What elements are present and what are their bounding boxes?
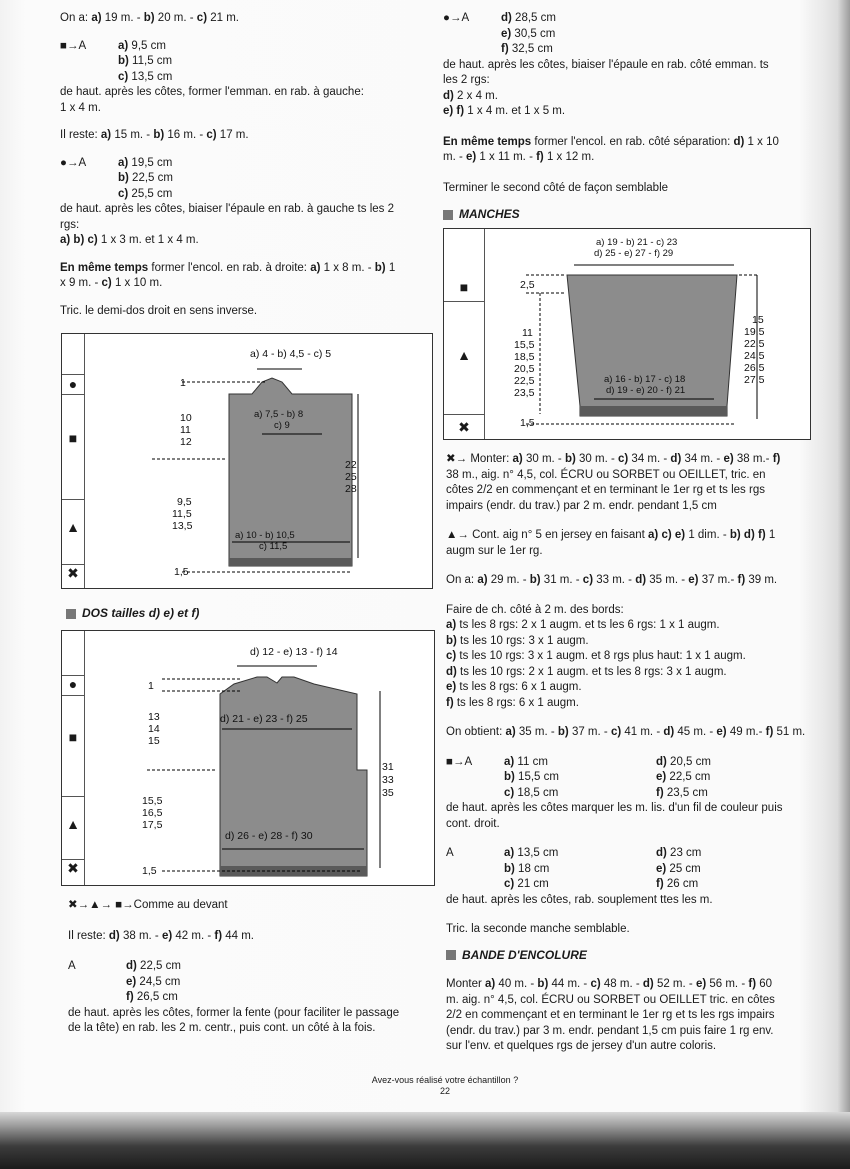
dos-heading-block (66, 606, 426, 622)
right-shoulder-block: ●→A d) 28,5 cm e) 30,5 cm f) 32,5 cm (443, 11, 813, 58)
il-reste-line-2: Il reste: d) 38 m. - e) 42 m. - f) 44 m. (68, 929, 255, 942)
diagram-sleeve (443, 228, 811, 440)
diagram2-right-2: 35 (382, 787, 394, 799)
augm-line-c: c) ts les 10 rgs: 3 x 1 augm. et 8 rgs plus haut: 1 x 1 augm. (446, 650, 746, 662)
diagram3-l25: 2,5 (520, 279, 535, 291)
cont-text: ▲→ Cont. aig n° 5 en jersey en faisant a) c) e) 1 dim. - b) d) f) 1 (446, 529, 776, 541)
square-arrow-marker: ■→A (60, 39, 87, 52)
heading-square-icon (66, 609, 76, 619)
diagram3-right-2: 22,5 (744, 338, 765, 350)
marquer-text: de haut. après les côtes marquer les m. lis. d'un fil de couleur puis (446, 802, 783, 814)
shoulder-text-2: rgs: (60, 218, 80, 231)
footer-question: Avez-vous réalisé votre échantillon ? (371, 1075, 519, 1085)
heading-square-icon-2 (443, 210, 453, 220)
diagram3-left-1: 15,5 (514, 339, 535, 351)
diagram2-left-2: 15 (148, 735, 160, 747)
diagram2-lower-2: 17,5 (142, 819, 163, 831)
circle-symbol: ● (68, 376, 78, 392)
diagram1-l1: 1 (180, 377, 186, 389)
bande-text-4: (endr. du trav.) par 3 m. endr. pendant 1,5 cm puis faire 1 rg env. (446, 1024, 774, 1037)
diagram3-top-2: d) 25 - e) 27 - f) 29 (594, 248, 674, 259)
diagram3-right-0: 15 (752, 314, 764, 326)
fente-text-2: de la tête) en rab. les 2 m. centr., puis cont. un côté à la fois. (68, 1022, 376, 1034)
augm-line-b: b) ts les 10 rgs: 3 x 1 augm. (446, 634, 589, 647)
diagram1-left-1: 11 (180, 424, 191, 436)
diagram1-inner-1: c) 9 (274, 420, 290, 431)
bande-text-2: m. aig. n° 4,5, col. ÉCRU ou SORBET ou OEILLET tric. en côtes (446, 993, 775, 1006)
bande-text-3: 2/2 en commençant et en terminant le 1er rg et ts les rgs impairs (446, 1009, 775, 1021)
cross-symbol-3: ✖ (458, 419, 470, 435)
comme-au-devant: ✖→▲→ ■→Comme au devant (68, 899, 228, 911)
fente-text: de haut. après les côtes, former la fente (pour faciliter le passage (68, 1006, 400, 1019)
seconde-manche-text: Tric. la seconde manche semblable. (446, 923, 630, 935)
monter-text-3: côtes 2/2 en commençant et en terminant le 1er rg et ts les rgs (446, 484, 765, 496)
diagram-front-half (61, 333, 433, 589)
diagram1-left-0: 10 (180, 412, 192, 424)
diagram3-left-4: 22,5 (514, 375, 535, 387)
terminer-text: Terminer le second côté de façon semblable (443, 181, 669, 194)
on-a-line: On a: a) 19 m. - b) 20 m. - c) 21 m. (60, 12, 239, 24)
diagram3-left-0: 11 (522, 327, 533, 339)
diagram3-top-1: a) 19 - b) 21 - c) 23 (596, 237, 678, 248)
diagram2-top-label: d) 12 - e) 13 - f) 14 (250, 646, 338, 658)
page-edge-shadow (838, 0, 850, 1112)
heading-square-icon-3 (446, 950, 456, 960)
page-footer (330, 1075, 560, 1097)
square-symbol-3: ■ (459, 279, 469, 295)
right-shoulder-text-4: e) f) 1 x 4 m. et 1 x 5 m. (443, 105, 566, 117)
rab-text: de haut. après les côtes, rab. souplement ttes les m. (446, 893, 713, 906)
scan-bottom-band (0, 1112, 850, 1169)
manches-heading: MANCHES (443, 207, 813, 223)
right-shoulder-text: de haut. après les côtes, biaiser l'épaule en rab. côté emman. ts (443, 58, 769, 71)
on-a-line-2: On a: a) 29 m. - b) 31 m. - c) 33 m. - d) 35 m. - e) 37 m.- f) 39 m. (446, 574, 778, 586)
diagram1-right-2: 28 (345, 483, 357, 495)
meme-temps-text: En même temps former l'encol. en rab. à droite: a) 1 x 8 m. - b) 1 (60, 261, 396, 274)
diagram1-lower-0: 9,5 (177, 496, 192, 508)
diagram3-right-4: 26,5 (744, 362, 765, 374)
monter-text-2: 38 m., aig. n° 4,5, col. ÉCRU ou SORBET ou OEILLET, tric. en (446, 468, 766, 481)
meme-temps-text-2: x 9 m. - c) 1 x 10 m. (60, 277, 163, 289)
a-marker-2: A (446, 847, 454, 859)
diagram1-left-2: 12 (180, 436, 192, 448)
diagram2-left-0: 13 (148, 711, 160, 723)
diagram2-lower-0: 15,5 (142, 795, 163, 807)
diagram1-right-1: 25 (345, 471, 357, 483)
diagram3-left-5: 23,5 (514, 387, 535, 399)
diagram2-bottom: d) 26 - e) 28 - f) 30 (225, 830, 313, 842)
a-marker: A (68, 960, 76, 972)
right-column (443, 11, 813, 223)
augm-line-e: e) ts les 8 rgs: 6 x 1 augm. (446, 681, 582, 693)
rab-block: A a) 13,5 cm b) 18 cm c) 21 cm d) 23 cm e) 25 cm f) 26 cm (446, 846, 813, 893)
square-symbol: ■ (68, 430, 78, 446)
triangle-symbol-2: ▲ (66, 816, 80, 832)
bande-heading: BANDE D'ENCOLURE (446, 948, 813, 964)
marquer-text-2: cont. droit. (446, 817, 500, 830)
monter-text-4: impairs (endr. du trav.) par 2 m. endr. pendant 1,5 cm (446, 499, 717, 512)
rib-band (229, 558, 352, 566)
diagram3-right-5: 27,5 (744, 374, 765, 386)
square-arrow-marker-2: ■→A (446, 755, 473, 768)
diagram2-l1: 1 (148, 680, 154, 692)
diagram3-bottom-1: a) 16 - b) 17 - c) 18 (604, 374, 686, 385)
dos-heading: DOS tailles d) e) et f) (66, 606, 426, 622)
right-shoulder-text-2: les 2 rgs: (443, 74, 490, 86)
diagram1-lower-1: 11,5 (172, 508, 192, 520)
diagram2-inner: d) 21 - e) 23 - f) 25 (220, 713, 308, 725)
il-reste-line: Il reste: a) 15 m. - b) 16 m. - c) 17 m. (60, 129, 249, 141)
diagram3-left-3: 20,5 (514, 363, 535, 375)
square-symbol-2: ■ (68, 729, 78, 745)
augm-line-d: d) ts les 10 rgs: 2 x 1 augm. et ts les 8 rgs: 3 x 1 augm. (446, 665, 727, 678)
circle-arrow-marker: ●→A (60, 156, 87, 169)
diagram3-bottom-2: d) 19 - e) 20 - f) 21 (606, 385, 686, 396)
diagram1-l15: 1,5 (174, 566, 189, 578)
right-meme-temps-2: m. - e) 1 x 11 m. - f) 1 x 12 m. (443, 151, 595, 163)
diagram1-bottom-1: c) 11,5 (259, 541, 288, 552)
right-column-lower (446, 452, 813, 1055)
fente-block: A d) 22,5 cm e) 24,5 cm f) 26,5 cm (68, 959, 438, 1006)
cont-text-2: augm sur le 1er rg. (446, 544, 543, 557)
shoulder-block: ●→A a) 19,5 cm b) 22,5 cm c) 25,5 cm (60, 156, 432, 203)
marquer-block: ■→A a) 11 cm b) 15,5 cm c) 18,5 cm d) 20,5 cm e) 22,5 cm f) 23,5 cm (446, 755, 813, 802)
diagram1-bottom-0: a) 10 - b) 10,5 (235, 530, 295, 541)
diagram1-right-0: 22 (345, 459, 357, 471)
circle-symbol-2: ● (68, 676, 78, 692)
diagram2-right-0: 31 (382, 761, 394, 773)
on-obtient-line: On obtient: a) 35 m. - b) 37 m. - c) 41 m. - d) 45 m. - e) 49 m.- f) 51 m. (446, 726, 806, 738)
bande-text: Monter a) 40 m. - b) 44 m. - c) 48 m. - d) 52 m. - e) 56 m. - f) 60 (446, 978, 773, 990)
diagram1-inner-0: a) 7,5 - b) 8 (254, 409, 304, 420)
tric-text: Tric. le demi-dos droit en sens inverse. (60, 304, 258, 317)
diagram1-top-label: a) 4 - b) 4,5 - c) 5 (250, 348, 332, 360)
monter-text: ✖→ Monter: a) 30 m. - b) 30 m. - c) 34 m. - d) 34 m. - e) 38 m.- f) (446, 453, 781, 465)
diagram1-lower-2: 13,5 (172, 520, 193, 532)
augm-line-a: a) ts les 8 rgs: 2 x 1 augm. et ts les 6 rgs: 1 x 1 augm. (446, 619, 720, 631)
page-number: 22 (439, 1086, 450, 1096)
bande-text-5: sur l'env. et quelques rgs de jersey d'un autre coloris. (446, 1040, 717, 1052)
shoulder-text-3: a) b) c) 1 x 3 m. et 1 x 4 m. (60, 234, 199, 246)
armhole-text-2: 1 x 4 m. (60, 101, 101, 114)
armhole-block: ■→A a) 9,5 cm b) 11,5 cm c) 13,5 cm (60, 39, 432, 86)
diagram3-right-3: 24,5 (744, 350, 765, 362)
right-shoulder-text-3: d) 2 x 4 m. (443, 89, 498, 102)
triangle-symbol-3: ▲ (457, 347, 471, 363)
diagram2-right-1: 33 (382, 774, 394, 786)
diagram3-l15: 1,5 (520, 417, 535, 429)
right-meme-temps: En même temps former l'encol. en rab. côté séparation: d) 1 x 10 (443, 135, 779, 148)
cross-symbol-2: ✖ (67, 860, 79, 876)
diagram2-left-1: 14 (148, 723, 160, 735)
left-column (60, 11, 432, 319)
triangle-symbol: ▲ (66, 519, 80, 535)
rib-band-3 (580, 406, 727, 416)
diagram3-right-1: 19,5 (744, 326, 765, 338)
diagram2-lower-1: 16,5 (142, 807, 163, 819)
diagram-front-svg (62, 334, 432, 588)
diagram2-l15: 1,5 (142, 865, 157, 877)
armhole-text: de haut. après les côtes, former l'emman. en rab. à gauche: (60, 86, 364, 98)
augm-line-f: f) ts les 8 rgs: 6 x 1 augm. (446, 696, 579, 709)
shoulder-text: de haut. après les côtes, biaiser l'épaule en rab. à gauche ts les 2 (60, 203, 394, 215)
diagram3-left-2: 18,5 (514, 351, 535, 363)
diagram-back-svg (62, 631, 434, 885)
left-column-lower (68, 898, 438, 1037)
faire-intro: Faire de ch. côté à 2 m. des bords: (446, 603, 624, 616)
diagram-back (61, 630, 435, 886)
circle-arrow-marker-2: ●→A (443, 12, 470, 24)
cross-symbol: ✖ (67, 565, 79, 581)
